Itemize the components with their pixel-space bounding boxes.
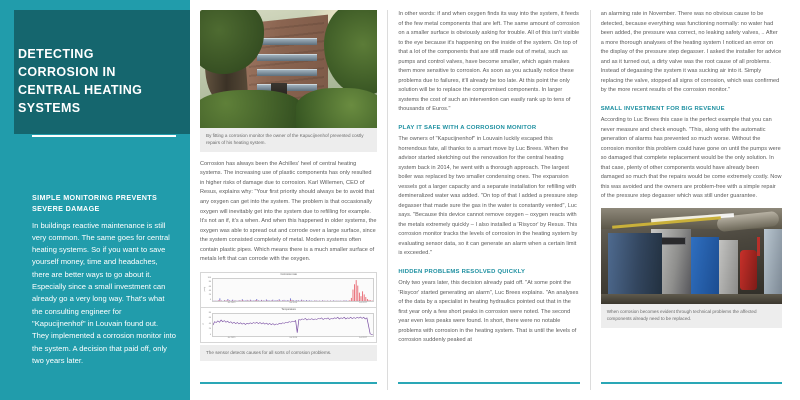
chart-ytick: 40	[208, 289, 211, 292]
column4-heading-1: SMALL INVESTMENT FOR BIG REVENUE	[600, 105, 725, 112]
chart-temperature-ylabel: °C	[203, 323, 206, 326]
sidebar-intro-text: In buildings reactive maintenance is still very common. The same goes for central heating systems. So if you want to save yourself money, time and headaches, there are better ways to go about it. Especially since a small investment can already go a very long way. That's what the consulting engineer for "Kapucijnenhof" in Louvain found out. They implemented a corrosion monitor into the system. A decision that paid off, only two years later.	[32, 220, 176, 365]
column4-body-2: According to Luc Brees this case is the perfect example that you can never measure and check enough. "This, along with the automatic generation of alarms has prevented so much worse. Without the corrosion monitor this problem could have gone on until the pumps were so damaged that complete replacement would be the only solution. In that case, plenty of other components would have already been damaged so much that the repairs would be come extremely costly. Now this was avoided and the owners are problem-free with a simple repair of the pressure step degasser which was still under guarantee.	[600, 117, 782, 200]
article-columns	[190, 0, 800, 400]
sidebar	[0, 0, 190, 400]
chart-caption: The sensor detects causes for all sorts of corrosion problems.	[200, 345, 377, 361]
boiler-photo-caption: When corrosion becomes evident through technical problems the affected components already need to be replaced.	[601, 304, 782, 328]
chart-ytick: 80	[208, 311, 211, 314]
column2-bottom-rule	[200, 382, 377, 385]
chart-corrosion-yaxis	[203, 278, 212, 302]
column3-heading-1: PLAY IT SAFE WITH A CORROSION MONITOR	[398, 124, 537, 131]
column3-heading-2: HIDDEN PROBLEMS RESOLVED QUICKLY	[398, 269, 526, 276]
chart-corrosion-title: Corrosion rate	[280, 272, 297, 276]
chart-xtick: Jul 2015	[227, 301, 236, 304]
chart-ytick: 0	[209, 298, 211, 301]
chart-ytick: 80	[208, 281, 211, 284]
column2-body: Corrosion has always been the Achilles' heel of central heating systems. The increasing use of plastic components has only resulted in higher risks of damage due to corrosion. Karl Willemen, CEO of Resus, explains why: "Your first priority should always be to avoid that any oxygen can get into the system. The problem is that occasionally oxygen will inevitably get into the system due to refilling for example. It's not an if, it's a when. And when this happened in older systems, the oxygen was able to spread out and corrode over a large surface, since the system consisted completely of metal. Modern systems often contain plastic pipes. Which means there is a much smaller surface of metals left that can corrode with the oxygen.	[200, 160, 377, 263]
column3-bottom-rule	[398, 382, 579, 385]
building-photo-caption: By fitting a corrosion monitor the owner of the Kapucijnenhof prevented costly repairs of his heating system.	[200, 128, 377, 152]
column3-body-2: Only two years later, this decision already paid off. "At some point the 'Risycor' started generating an alarm", Luc Brees explains. "An analyses of the data by a specialist in heating hydraulics pointed out that in the first year only a few short peaks in corrosion were noted. The second year even less peaks were found. In short, there were no notable problems with corrosion in the heating system. That is until the levels of corrosion suddenly peaked at	[398, 280, 579, 344]
chart-corrosion-ylabel: µm/y	[204, 287, 207, 292]
chart-temperature	[201, 307, 376, 342]
chart-xtick: Jul 2016	[289, 301, 298, 304]
chart-ytick: 40	[208, 322, 211, 325]
column3-body-1: The owners of "Kapucijnenhof" in Louvain luckily escaped this horrendous fate, all thanks to a smart move by Luc Brees. When the advisor started sketching out the renovation for the central heating system back in 2014, he went with a thorough approach. The largest boiler was replaced by two smaller condensing ones. The expansion vessels got a larger capacity and a separate installation for refilling with demineralized water was added. "On top of that I added a pressure step degasser that made sure the gas in the water is constantly vented", Luc says. "Because this device cannot remove oxygen – oxygen reacts with the metals extremely quickly – I also installed a 'Risycor' by Resus. This corrosion monitor tracks the levels of corrosion in the heating system by evaluating sensor data, so it can generate an alarm when a certain limit is exceeded."	[398, 136, 578, 257]
column-3	[387, 10, 589, 390]
chart-temperature-title: Temperature	[281, 307, 296, 311]
boiler-photo-figure	[601, 208, 782, 328]
chart-temperature-xaxis	[212, 337, 374, 342]
chart-ytick: 60	[208, 285, 211, 288]
column3-intro: In other words: if and when oxygen finds its way into the system, it feeds of the few metal components that are left. The same amount of corrosion on a smaller surface is obviously asking for trouble. All of this isn't visible to the eye because it's happening on the inside of the system. On top of that a lot of the components that are still made out of metal, such as pumps and control valves, have become smaller, which again makes them more sensitive to corrosion. As soon as you actually notice these problems due to failures, it'll already be too late. At this point the only solution will be to replace the compromised components. In larger systems the cost of such an intervention can easily rank up to tens of thousands of Euros."	[398, 11, 580, 113]
column-4	[590, 10, 792, 390]
chart-temperature-plot	[209, 313, 374, 337]
chart-corrosion	[201, 273, 376, 307]
title-divider	[32, 135, 176, 137]
column4-body-1: an alarming rate in November. There was no obvious cause to be detected, because everything was functioning normally: no water had been added, the pressure was correct, no leaking safety valves, .. After a more thorough analyses of the heating system I noticed an error on the display of the pressure step degasser. I asked the installer for advice and as it turned out, a dirty valve was the root cause of all problems. Instead of degassing the system it was sucking air into it. Simply replacing the valve, stopped all signs of corrosion, which was confirmed by the more recent results of the corrosion monitor."	[600, 11, 782, 94]
column4-bottom-rule	[601, 382, 782, 385]
chart-xtick: Jul 2017	[359, 301, 367, 304]
chart-ytick: 20	[208, 328, 211, 331]
chart-ytick: 20	[208, 294, 211, 297]
column-2	[190, 10, 387, 390]
page-title: DETECTING CORROSION IN CENTRAL HEATING SYSTEMS	[18, 47, 143, 115]
chart-ytick: 0	[209, 333, 211, 336]
chart-xtick: Jul 2017	[359, 336, 367, 339]
chart-ytick: 60	[208, 317, 211, 320]
building-photo-figure	[200, 10, 377, 152]
chart-ytick: 100	[207, 276, 211, 279]
chart-xtick: Jul 2016	[289, 336, 298, 339]
sidebar-subtitle: SIMPLE MONITORING PREVENTS SEVERE DAMAGE	[32, 192, 158, 214]
sensor-charts	[200, 272, 377, 343]
chart-xtick: Jul 2015	[227, 336, 236, 339]
sensor-chart-figure	[200, 272, 377, 361]
boiler-room-photo	[601, 208, 782, 304]
chart-temperature-yaxis	[203, 313, 212, 337]
apartment-building-photo	[200, 10, 377, 128]
chart-corrosion-plot	[209, 278, 374, 302]
